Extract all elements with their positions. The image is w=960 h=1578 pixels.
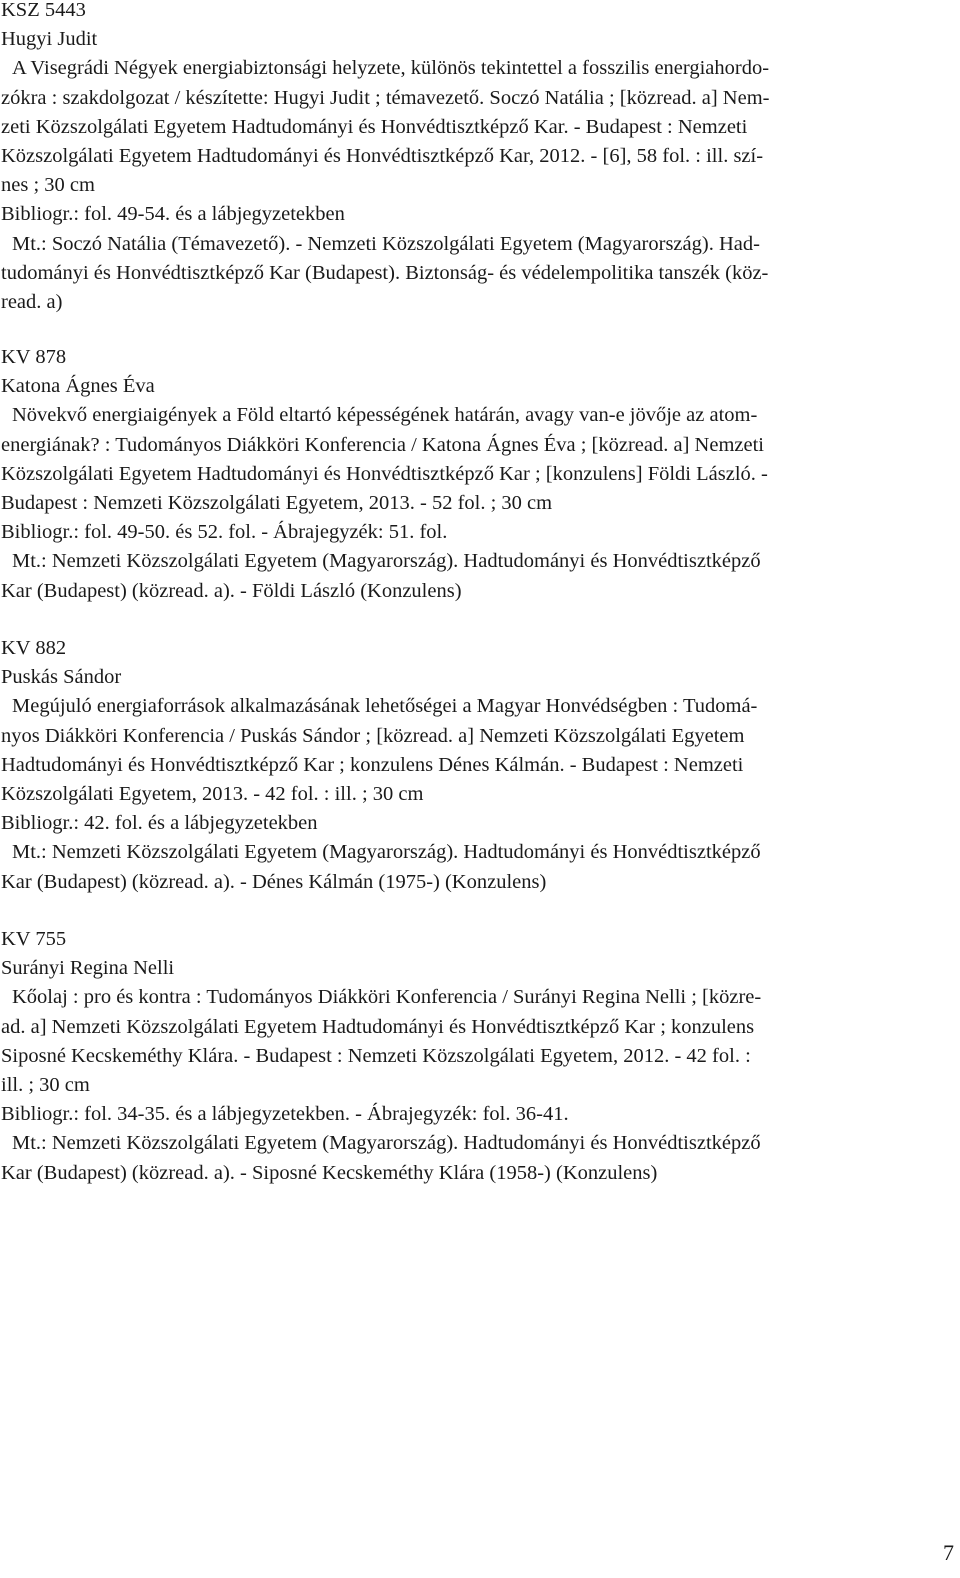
description-line: ad. a] Nemzeti Közszolgálati Egyetem Hadtudományi és Honvédtisztképző Kar ; konzulens bbox=[1, 1015, 755, 1038]
bibliography-note: Bibliogr.: fol. 34-35. és a lábjegyzetekben. - Ábrajegyzék: fol. 36-41. bbox=[1, 1103, 569, 1126]
description-line: Budapest : Nemzeti Közszolgálati Egyetem, 2013. - 52 fol. ; 30 cm bbox=[1, 491, 553, 514]
subject-line: Kar (Budapest) (közread. a). - Földi László (Konzulens) bbox=[1, 579, 462, 602]
description-line: Növekvő energiaigények a Föld eltartó képességének határán, avagy van-e jövője az atom- bbox=[12, 404, 758, 427]
subject-line: tudományi és Honvédtisztképző Kar (Budapest). Biztonság- és védelempolitika tanszék (köz- bbox=[1, 261, 769, 284]
description-line: A Visegrádi Négyek energiabiztonsági helyzete, különös tekintettel a fosszilis energiahordo- bbox=[12, 57, 770, 80]
description-line: Közszolgálati Egyetem, 2013. - 42 fol. : ill. ; 30 cm bbox=[1, 782, 424, 805]
subject-line: Kar (Budapest) (közread. a). - Dénes Kálmán (1975-) (Konzulens) bbox=[1, 870, 547, 893]
call-number: KV 878 bbox=[1, 346, 67, 368]
subject-line: Mt.: Nemzeti Közszolgálati Egyetem (Magyarország). Hadtudományi és Honvédtisztképző bbox=[12, 841, 761, 864]
subject-line: Kar (Budapest) (közread. a). - Siposné Kecskeméthy Klára (1958-) (Konzulens) bbox=[1, 1161, 658, 1184]
description-line: Hadtudományi és Honvédtisztképző Kar ; konzulens Dénes Kálmán. - Budapest : Nemzeti bbox=[1, 753, 744, 776]
description-line: zeti Közszolgálati Egyetem Hadtudományi és Honvédtisztképző Kar. - Budapest : Nemzeti bbox=[1, 115, 748, 138]
call-number: KV 882 bbox=[1, 637, 67, 659]
catalog-record bbox=[1, 925, 946, 1188]
author-name: Surányi Regina Nelli bbox=[1, 957, 175, 980]
bibliography-note: Bibliogr.: fol. 49-50. és 52. fol. - Ábrajegyzék: 51. fol. bbox=[1, 521, 448, 544]
description-line: nes ; 30 cm bbox=[1, 174, 95, 197]
call-number: KSZ 5443 bbox=[1, 0, 86, 21]
author-name: Puskás Sándor bbox=[1, 666, 122, 689]
page-number: 7 bbox=[943, 1540, 954, 1565]
author-name: Hugyi Judit bbox=[1, 28, 98, 51]
description-line: Siposné Kecskeméthy Klára. - Budapest : Nemzeti Közszolgálati Egyetem, 2012. - 42 fol. : bbox=[1, 1044, 751, 1067]
description-line: Kőolaj : pro és kontra : Tudományos Diákköri Konferencia / Surányi Regina Nelli ; [közre- bbox=[12, 986, 762, 1009]
subject-line: Mt.: Nemzeti Közszolgálati Egyetem (Magyarország). Hadtudományi és Honvédtisztképző bbox=[12, 1132, 761, 1155]
description-line: Közszolgálati Egyetem Hadtudományi és Honvédtisztképző Kar ; [konzulens] Földi László. - bbox=[1, 462, 768, 485]
description-line: energiának? : Tudományos Diákköri Konferencia / Katona Ágnes Éva ; [közread. a] Nemzeti bbox=[1, 433, 764, 456]
description-line: ill. ; 30 cm bbox=[1, 1073, 90, 1096]
description-line: zókra : szakdolgozat / készítette: Hugyi Judit ; témavezető. Soczó Natália ; [közread. a] Nem- bbox=[1, 86, 770, 109]
subject-line: Mt.: Nemzeti Közszolgálati Egyetem (Magyarország). Hadtudományi és Honvédtisztképző bbox=[12, 550, 761, 573]
description-line: nyos Diákköri Konferencia / Puskás Sándor ; [közread. a] Nemzeti Közszolgálati Egyetem bbox=[1, 724, 745, 747]
description-line: Közszolgálati Egyetem Hadtudományi és Honvédtisztképző Kar, 2012. - [6], 58 fol. : ill. szí- bbox=[1, 144, 764, 167]
catalog-record bbox=[1, 634, 946, 897]
catalog-record bbox=[1, 0, 946, 317]
author-name: Katona Ágnes Éva bbox=[1, 375, 155, 398]
subject-line: read. a) bbox=[1, 290, 63, 313]
description-line: Megújuló energiaforrások alkalmazásának lehetőségei a Magyar Honvédségben : Tudomá- bbox=[12, 695, 758, 718]
bibliography-note: Bibliogr.: fol. 49-54. és a lábjegyzetekben bbox=[1, 203, 345, 226]
subject-line: Mt.: Soczó Natália (Témavezető). - Nemzeti Közszolgálati Egyetem (Magyarország). Had- bbox=[12, 232, 760, 255]
catalog-record bbox=[1, 343, 946, 606]
bibliography-note: Bibliogr.: 42. fol. és a lábjegyzetekben bbox=[1, 812, 318, 835]
call-number: KV 755 bbox=[1, 928, 67, 950]
